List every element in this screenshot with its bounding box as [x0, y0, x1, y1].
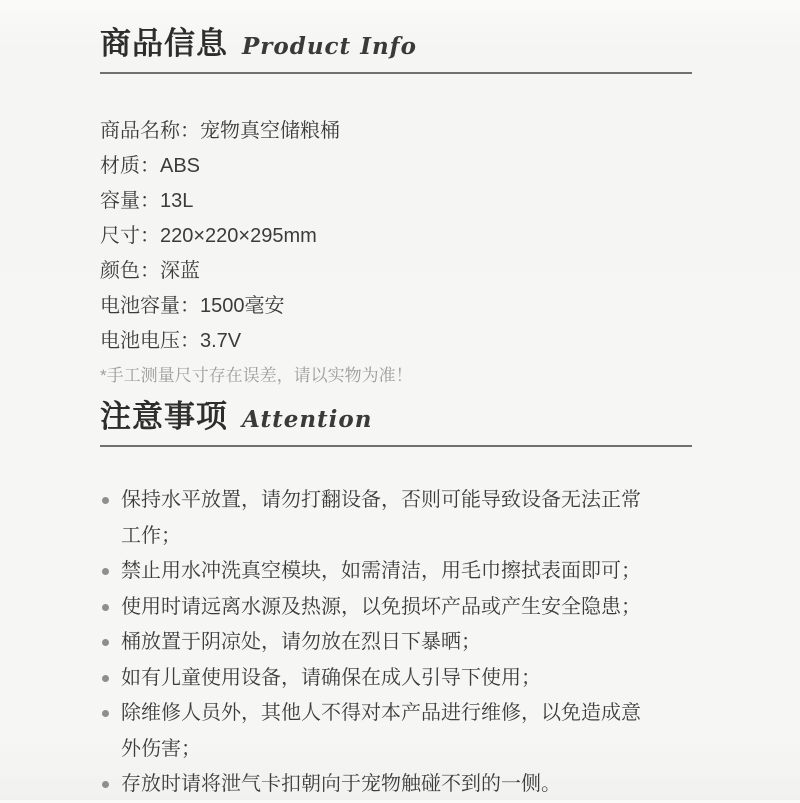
notice-item [100, 696, 653, 767]
bullet-icon [102, 710, 109, 717]
spec-value: 220×220×295mm [160, 225, 317, 247]
section-title-en: Attention [242, 406, 373, 433]
notice-text: 使用时请远离水源及热源，以免损坏产品或产生安全隐患； [121, 595, 641, 618]
notice-list [100, 483, 700, 803]
notice-text: 如有儿童使用设备，请确保在成人引导下使用； [121, 666, 541, 689]
notice-text: 存放时请将泄气卡扣朝向于宠物触碰不到的一侧。 [121, 773, 561, 795]
spec-value: 13L [160, 190, 194, 212]
spec-row-battery-voltage [100, 324, 700, 359]
bullet-icon [102, 497, 109, 504]
attention-header [100, 399, 700, 435]
spec-row-color [100, 254, 700, 289]
bullet-icon [102, 568, 109, 575]
bullet-icon [102, 604, 109, 611]
product-info-section [100, 26, 700, 389]
spec-row-material [100, 149, 700, 184]
spec-label: 容量： [100, 190, 160, 212]
attention-section [100, 399, 700, 803]
notice-item [100, 625, 653, 661]
section-title-zh: 商品信息 [100, 26, 228, 61]
spec-row-capacity [100, 184, 700, 219]
notice-text: 桶放置于阴凉处，请勿放在烈日下暴晒； [121, 631, 481, 653]
notice-text: 保持水平放置，请勿打翻设备，否则可能导致设备无法正常工作； [121, 489, 641, 547]
product-info-header [100, 26, 700, 62]
spec-label: 材质： [100, 155, 160, 177]
spec-row-battery-capacity [100, 289, 700, 324]
spec-value: 1500毫安 [200, 295, 285, 317]
section-title-en: Product Info [242, 33, 417, 60]
spec-row-product-name [100, 114, 700, 149]
notice-item [100, 483, 653, 554]
notice-item [100, 661, 653, 697]
section-divider [100, 445, 692, 447]
bullet-icon [102, 781, 109, 788]
spec-value: 宠物真空储粮桶 [200, 120, 340, 142]
notice-item [100, 767, 653, 803]
spec-list [100, 114, 700, 359]
notice-item [100, 554, 653, 590]
bullet-icon [102, 639, 109, 646]
measurement-disclaimer: *手工测量尺寸存在误差，请以实物为准！ [100, 366, 413, 385]
spec-label: 颜色： [100, 260, 160, 282]
notice-text: 禁止用水冲洗真空模块，如需清洁，用毛巾擦拭表面即可； [121, 560, 641, 582]
section-title-zh: 注意事项 [100, 399, 228, 434]
spec-label: 商品名称： [100, 120, 200, 142]
section-divider [100, 72, 692, 74]
notice-item [100, 590, 653, 626]
notice-text: 除维修人员外，其他人不得对本产品进行维修，以免造成意外伤害； [121, 702, 641, 760]
spec-value: 深蓝 [160, 260, 200, 282]
spec-value: ABS [160, 155, 201, 177]
spec-label: 电池电压： [100, 330, 200, 352]
spec-value: 3.7V [200, 330, 242, 352]
spec-label: 尺寸： [100, 225, 160, 247]
spec-label: 电池容量： [100, 295, 200, 317]
bullet-icon [102, 675, 109, 682]
spec-row-dimensions [100, 219, 700, 254]
